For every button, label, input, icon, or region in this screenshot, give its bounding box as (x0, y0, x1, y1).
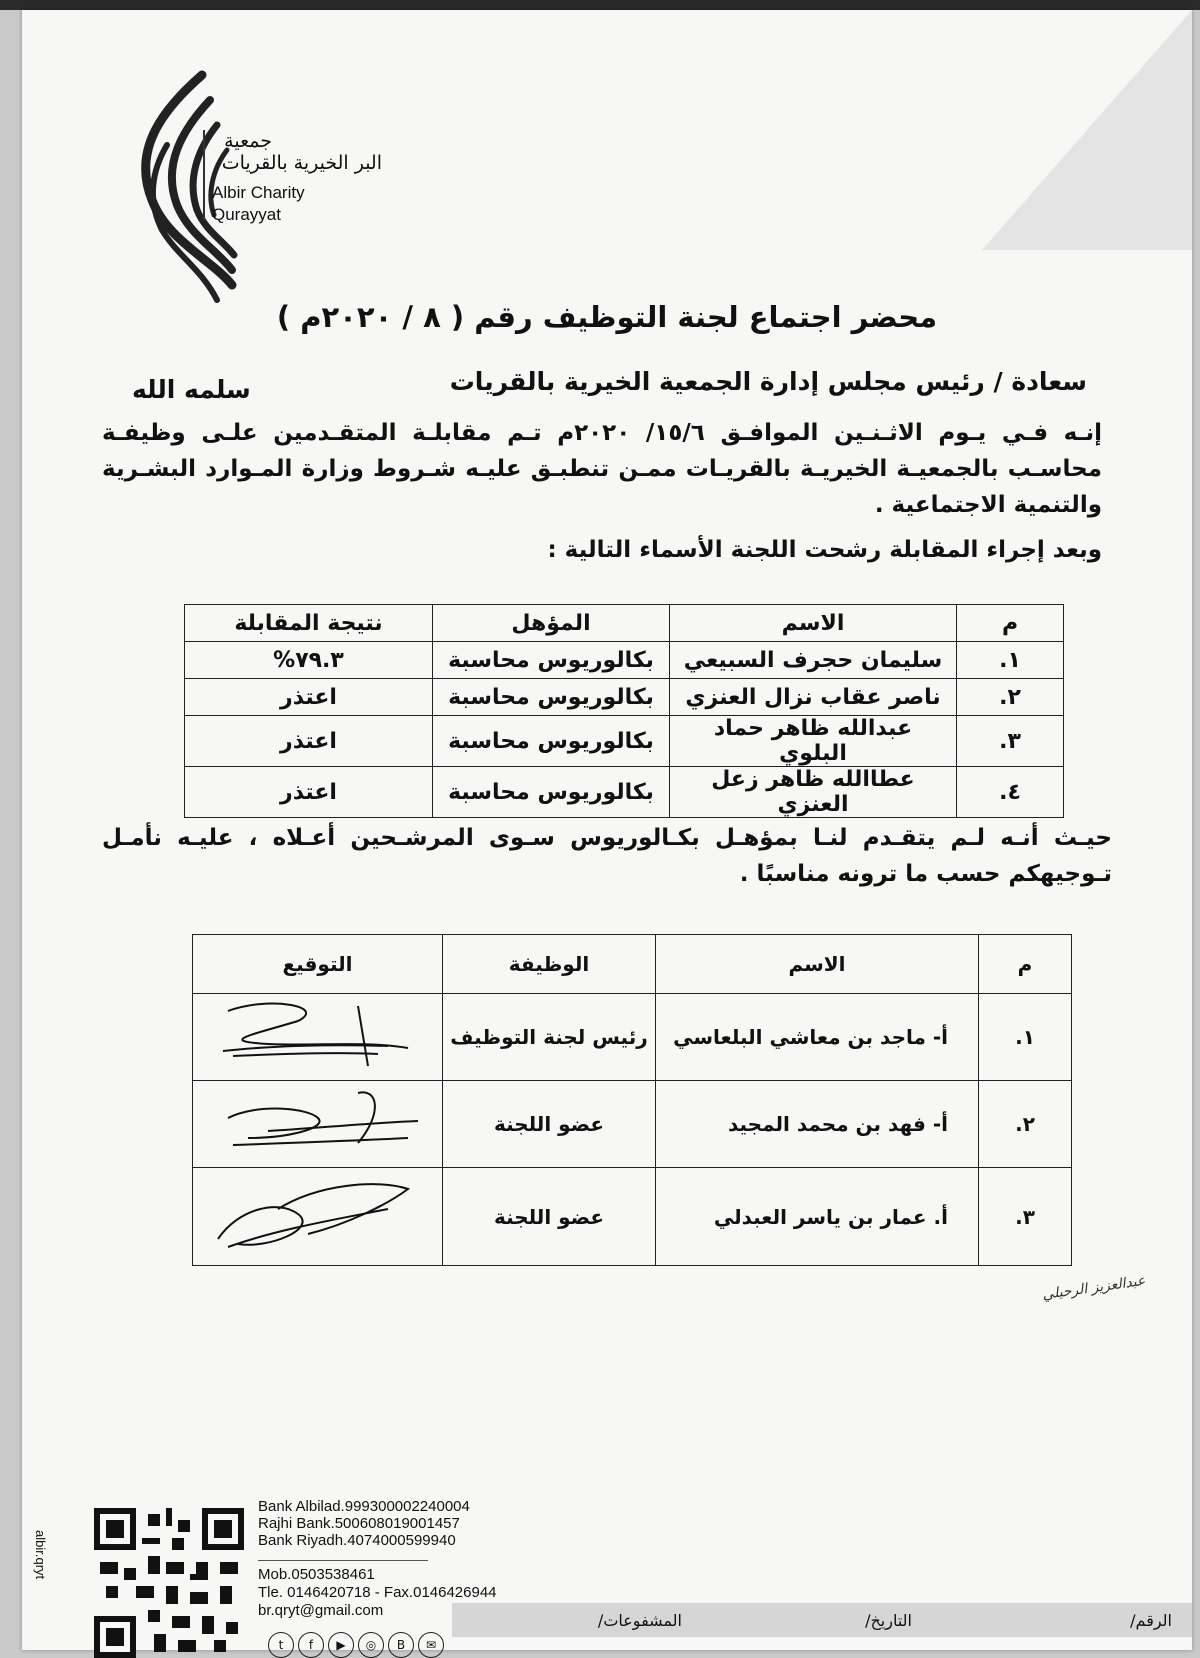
cell-name: سليمان حجرف السبيعي (670, 642, 957, 679)
youtube-icon: ▶ (328, 1632, 354, 1658)
cell-name: أ- فهد بن محمد المجيد (656, 1081, 979, 1168)
cell-name: عبدالله ظاهر حماد البلوي (670, 716, 957, 767)
header-name: الاسم (670, 605, 957, 642)
email-icon: ✉ (418, 1632, 444, 1658)
bank-accounts (258, 1498, 470, 1549)
cell-number: ١. (979, 994, 1072, 1081)
logo-arabic-line1: جمعية (224, 130, 272, 152)
addressee-greeting: سلمه الله (132, 375, 251, 404)
cell-number: ٤. (957, 767, 1064, 818)
bank-rajhi: Rajhi Bank.500608019001457 (258, 1515, 460, 1532)
cell-number: ٢. (957, 679, 1064, 716)
cell-qualification: بكالوريوس محاسبة (433, 642, 670, 679)
cell-number: ٣. (979, 1168, 1072, 1266)
signature-cell (193, 994, 443, 1081)
header-qualification: المؤهل (433, 605, 670, 642)
cell-name: ناصر عقاب نزال العنزي (670, 679, 957, 716)
cell-result: اعتذر (185, 679, 433, 716)
table-row (185, 679, 1064, 716)
header-number: م (979, 935, 1072, 994)
logo-divider (203, 130, 205, 220)
cell-result: ٧٩.٣% (185, 642, 433, 679)
header-number: م (957, 605, 1064, 642)
table-header-row (193, 935, 1072, 994)
cell-name: أ. عمار بن ياسر العبدلي (656, 1168, 979, 1266)
cell-result: اعتذر (185, 767, 433, 818)
cell-result: اعتذر (185, 716, 433, 767)
document-page (22, 10, 1192, 1650)
footer-divider (258, 1560, 428, 1561)
cell-number: ٢. (979, 1081, 1072, 1168)
reference-bar (452, 1603, 1192, 1637)
closing-paragraph: حيـث أنـه لـم يتقـدم لنـا بمؤهـل بكـالوريوس سـوى المرشـحين أعـلاه ، عليـه نأمـل تـوجيهكم حسب ما ترونه مناسبًا . (102, 825, 1112, 887)
cell-number: ٣. (957, 716, 1064, 767)
bank-riyadh: Bank Riyadh.4074000599940 (258, 1532, 456, 1549)
ref-date-label: التاريخ/ (865, 1611, 912, 1630)
social-icons (268, 1632, 444, 1658)
signature-2 (208, 1083, 428, 1161)
initials-mark: عبدالعزيز الرحيلي (1041, 1272, 1147, 1304)
candidates-table (184, 604, 1064, 818)
table-row (193, 1168, 1072, 1266)
blogger-icon: B (388, 1632, 414, 1658)
facebook-icon: f (298, 1632, 324, 1658)
twitter-icon: t (268, 1632, 294, 1658)
logo-english-line2: Qurayyat (212, 205, 281, 224)
email-address: br.qryt@gmail.com (258, 1602, 384, 1619)
bank-albilad: Bank Albilad.999300002240004 (258, 1498, 470, 1515)
signature-cell (193, 1168, 443, 1266)
cell-name: أ- ماجد بن معاشي البلعاسي (656, 994, 979, 1081)
cell-position: عضو اللجنة (443, 1081, 656, 1168)
logo-arabic-line2: البر الخيرية بالقريات (221, 152, 382, 174)
header-name: الاسم (656, 935, 979, 994)
table-row (185, 716, 1064, 767)
signature-cell (193, 1081, 443, 1168)
table-row (185, 642, 1064, 679)
ref-number-label: الرقم/ (1130, 1611, 1172, 1630)
table-row (193, 994, 1072, 1081)
cell-number: ١. (957, 642, 1064, 679)
table-header-row (185, 605, 1064, 642)
qr-code-icon (94, 1508, 244, 1658)
signature-1 (208, 996, 428, 1074)
side-handle: albir.qryt (33, 1530, 48, 1580)
scan-top-edge (0, 0, 1200, 10)
ref-attachments-label: المشفوعات/ (597, 1611, 682, 1630)
cell-position: عضو اللجنة (443, 1168, 656, 1266)
signature-3 (208, 1169, 428, 1259)
header-signature: التوقيع (193, 935, 443, 994)
committee-table (192, 934, 1072, 1266)
header-result: نتيجة المقابلة (185, 605, 433, 642)
cell-name: عطاالله ظاهر زعل العنزي (670, 767, 957, 818)
instagram-icon: ◎ (358, 1632, 384, 1658)
addressee-to: سعادة / رئيس مجلس إدارة الجمعية الخيرية بالقريات (449, 367, 1087, 396)
page-title: محضر اجتماع لجنة التوظيف رقم ( ٨ / ٢٠٢٠م ) (276, 300, 938, 334)
intro-paragraph: إنـه فـي يـوم الاثـنـين الموافـق ١٥/٦/ ٢٠٢٠م تـم مقابلـة المتقـدمين علـى وظيفـة محاسـب بالجمعيـة الخيريـة بالقريـات ممـن تنطبـق عليـه شـروط وزارة المـوارد البشـرية والتنمية الاجتماعية . (102, 420, 1102, 518)
logo-text-block (212, 130, 382, 226)
addressee-line (22, 367, 1182, 407)
header-position: الوظيفة (443, 935, 656, 994)
cell-position: رئيس لجنة التوظيف (443, 994, 656, 1081)
cell-qualification: بكالوريوس محاسبة (433, 679, 670, 716)
mobile-number: Mob.0503538461 (258, 1566, 375, 1583)
logo-english-line1: Albir Charity (212, 183, 305, 202)
table-row (193, 1081, 1072, 1168)
cell-qualification: بكالوريوس محاسبة (433, 767, 670, 818)
tel-fax: Tle. 0146420718 - Fax.0146426944 (258, 1584, 497, 1601)
nomination-paragraph: وبعد إجراء المقابلة رشحت اللجنة الأسماء التالية : (547, 537, 1102, 563)
table-row (185, 767, 1064, 818)
folded-corner (982, 10, 1192, 250)
cell-qualification: بكالوريوس محاسبة (433, 716, 670, 767)
